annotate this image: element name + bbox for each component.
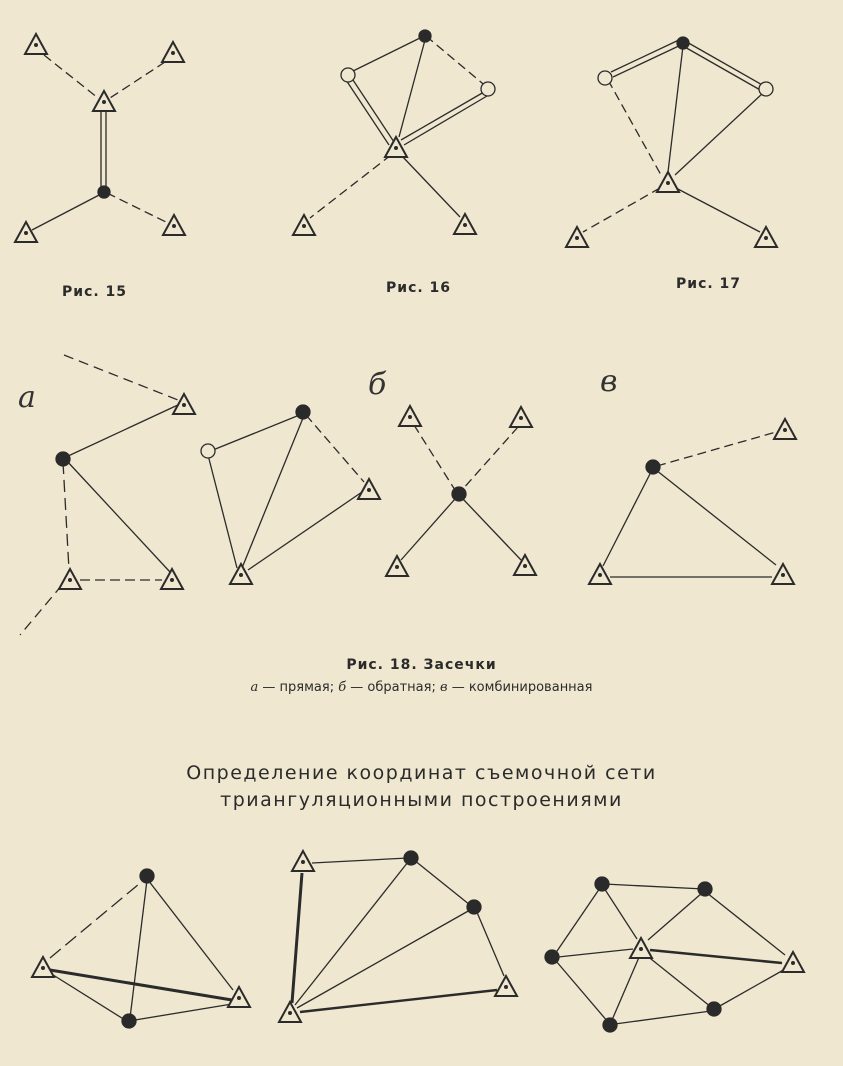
fig16-double-line xyxy=(346,80,389,145)
triangle-station xyxy=(514,555,536,575)
filled-point xyxy=(404,851,418,865)
triangle-station xyxy=(163,215,185,235)
filled-point xyxy=(56,452,70,466)
fig18a-dashed-line xyxy=(20,585,62,635)
bottom2-solid-line xyxy=(476,910,504,976)
figure-18-title xyxy=(0,657,843,673)
subfigure-letter-a: а xyxy=(18,380,36,415)
figure-18-title-text: Рис. 18. Засечки xyxy=(346,657,497,673)
triangle-station xyxy=(755,227,777,247)
triangle-station xyxy=(510,407,532,427)
filled-point xyxy=(698,882,712,896)
triangle-station xyxy=(566,227,588,247)
bottom2-thick-line xyxy=(292,873,302,1003)
section-heading-line-1: Определение координат съемочной сети xyxy=(186,762,657,784)
fig17-solid-line xyxy=(668,46,683,172)
figure-17 xyxy=(566,37,777,247)
fig18b-solid-line xyxy=(401,499,455,560)
triangle-station xyxy=(772,564,794,584)
subfigure-letter-b: б xyxy=(368,367,387,402)
fig18v-solid-line xyxy=(656,470,776,565)
bottom-figure-2 xyxy=(279,851,517,1022)
figure-16 xyxy=(293,30,495,235)
figure-18a xyxy=(20,355,380,635)
fig18a-solid-line xyxy=(66,460,170,572)
fig18v-solid-line xyxy=(603,470,652,566)
fig16-double-line xyxy=(351,77,394,142)
filled-point xyxy=(707,1002,721,1016)
triangle-station xyxy=(358,479,380,499)
legend-letter-a: а xyxy=(250,680,259,695)
triangle-station xyxy=(161,569,183,589)
triangle-station xyxy=(173,394,195,414)
bottom-figure-3 xyxy=(545,877,804,1032)
figure-15-label: Рис. 15 xyxy=(62,284,128,300)
bottom3-solid-line xyxy=(604,888,637,939)
fig15-solid-line xyxy=(32,193,103,230)
bottom2-solid-line xyxy=(414,860,470,905)
triangle-station xyxy=(385,137,407,157)
fig16-solid-line xyxy=(349,36,424,73)
legend-letter-b: б xyxy=(338,680,347,695)
triangle-station xyxy=(279,1002,301,1022)
triangle-station xyxy=(399,406,421,426)
filled-point xyxy=(419,30,431,42)
bottom1-dashed-line xyxy=(50,879,145,958)
fig18b-dashed-line xyxy=(414,425,455,490)
filled-point xyxy=(122,1014,136,1028)
hollow-point xyxy=(759,82,773,96)
filled-point xyxy=(467,900,481,914)
legend-letter-v: в xyxy=(439,680,448,695)
filled-point xyxy=(595,877,609,891)
bottom3-solid-line xyxy=(555,888,600,954)
fig18a-dashed-line xyxy=(64,355,178,400)
figure-18-legend xyxy=(0,680,843,695)
filled-point xyxy=(98,186,110,198)
triangle-station xyxy=(782,952,804,972)
filled-point xyxy=(545,950,559,964)
fig18a-solid-line xyxy=(248,492,362,570)
bottom3-solid-line xyxy=(556,961,608,1022)
bottom3-solid-line xyxy=(604,884,704,889)
bottom3-thick-line xyxy=(650,950,782,963)
fig16-solid-line xyxy=(401,155,460,217)
figure-15 xyxy=(15,34,185,242)
hollow-point xyxy=(481,82,495,96)
bottom3-solid-line xyxy=(612,955,640,1020)
triangle-station xyxy=(292,851,314,871)
bottom2-solid-line xyxy=(297,910,470,1008)
triangle-station xyxy=(630,938,652,958)
triangle-station xyxy=(25,34,47,54)
section-heading-line-2: триангуляционными построениями xyxy=(220,789,623,811)
fig17-double-line xyxy=(613,44,683,77)
fig17-solid-line xyxy=(676,188,760,232)
bottom3-solid-line xyxy=(718,968,787,1007)
bottom1-solid-line xyxy=(148,880,233,990)
bottom3-solid-line xyxy=(646,955,711,1007)
legend-text-b: — обратная; xyxy=(346,680,440,695)
triangle-station xyxy=(774,419,796,439)
subfigure-letter-v: в xyxy=(600,364,618,399)
bottom2-thick-line xyxy=(300,990,497,1012)
fig17-double-line xyxy=(683,46,762,91)
bottom3-solid-line xyxy=(558,949,633,957)
fig18v-dashed-line xyxy=(657,432,776,466)
fig18a-solid-line xyxy=(66,404,180,457)
bottom3-solid-line xyxy=(648,893,702,940)
figure-18b xyxy=(386,406,536,576)
bottom1-solid-line xyxy=(130,880,147,1018)
hollow-point xyxy=(341,68,355,82)
fig15-dashed-line xyxy=(107,193,170,224)
fig17-double-line xyxy=(611,39,681,72)
hollow-point xyxy=(201,444,215,458)
fig18a-solid-line xyxy=(208,414,302,452)
fig18a-solid-line xyxy=(242,418,303,568)
triangle-station xyxy=(93,91,115,111)
hollow-point xyxy=(598,71,612,85)
bottom1-thick-line xyxy=(50,970,232,1000)
triangle-station xyxy=(230,564,252,584)
bottom-figure-1 xyxy=(32,869,250,1028)
figure-17-label: Рис. 17 xyxy=(676,276,742,292)
fig17-dashed-line xyxy=(608,80,661,175)
fig18b-solid-line xyxy=(463,499,521,560)
figure-18v xyxy=(589,419,796,584)
bottom1-solid-line xyxy=(135,1004,232,1020)
triangle-station xyxy=(15,222,37,242)
fig18a-dashed-line xyxy=(63,462,69,570)
filled-point xyxy=(296,405,310,419)
triangle-station xyxy=(228,987,250,1007)
triangle-station xyxy=(59,569,81,589)
triangle-station xyxy=(386,556,408,576)
triangle-station xyxy=(495,976,517,996)
fig18a-dashed-line xyxy=(306,415,364,482)
filled-point xyxy=(646,460,660,474)
bottom2-solid-line xyxy=(295,862,408,1005)
filled-point xyxy=(603,1018,617,1032)
fig18a-solid-line xyxy=(208,455,237,568)
fig16-dashed-line xyxy=(426,36,488,88)
triangle-station xyxy=(589,564,611,584)
fig16-dashed-line xyxy=(310,155,391,218)
fig17-solid-line xyxy=(675,93,763,175)
fig17-double-line xyxy=(685,41,764,86)
filled-point xyxy=(140,869,154,883)
triangle-station xyxy=(32,957,54,977)
triangle-station xyxy=(293,215,315,235)
fig18b-dashed-line xyxy=(462,427,518,490)
figure-16-label: Рис. 16 xyxy=(386,280,452,296)
triangle-station xyxy=(454,214,476,234)
legend-text-a: — прямая; xyxy=(258,680,339,695)
filled-point xyxy=(452,487,466,501)
bottom3-solid-line xyxy=(615,1011,711,1024)
fig16-double-line xyxy=(404,96,487,145)
triangle-station xyxy=(162,42,184,62)
legend-text-v: — комбинированная xyxy=(447,680,593,695)
filled-point xyxy=(677,37,689,49)
fig17-dashed-line xyxy=(583,188,660,232)
bottom3-solid-line xyxy=(707,893,785,955)
bottom2-solid-line xyxy=(312,858,408,863)
fig15-dashed-line xyxy=(44,55,98,98)
fig16-solid-line xyxy=(399,40,425,137)
fig15-dashed-line xyxy=(110,62,165,98)
fig16-double-line xyxy=(401,92,484,140)
